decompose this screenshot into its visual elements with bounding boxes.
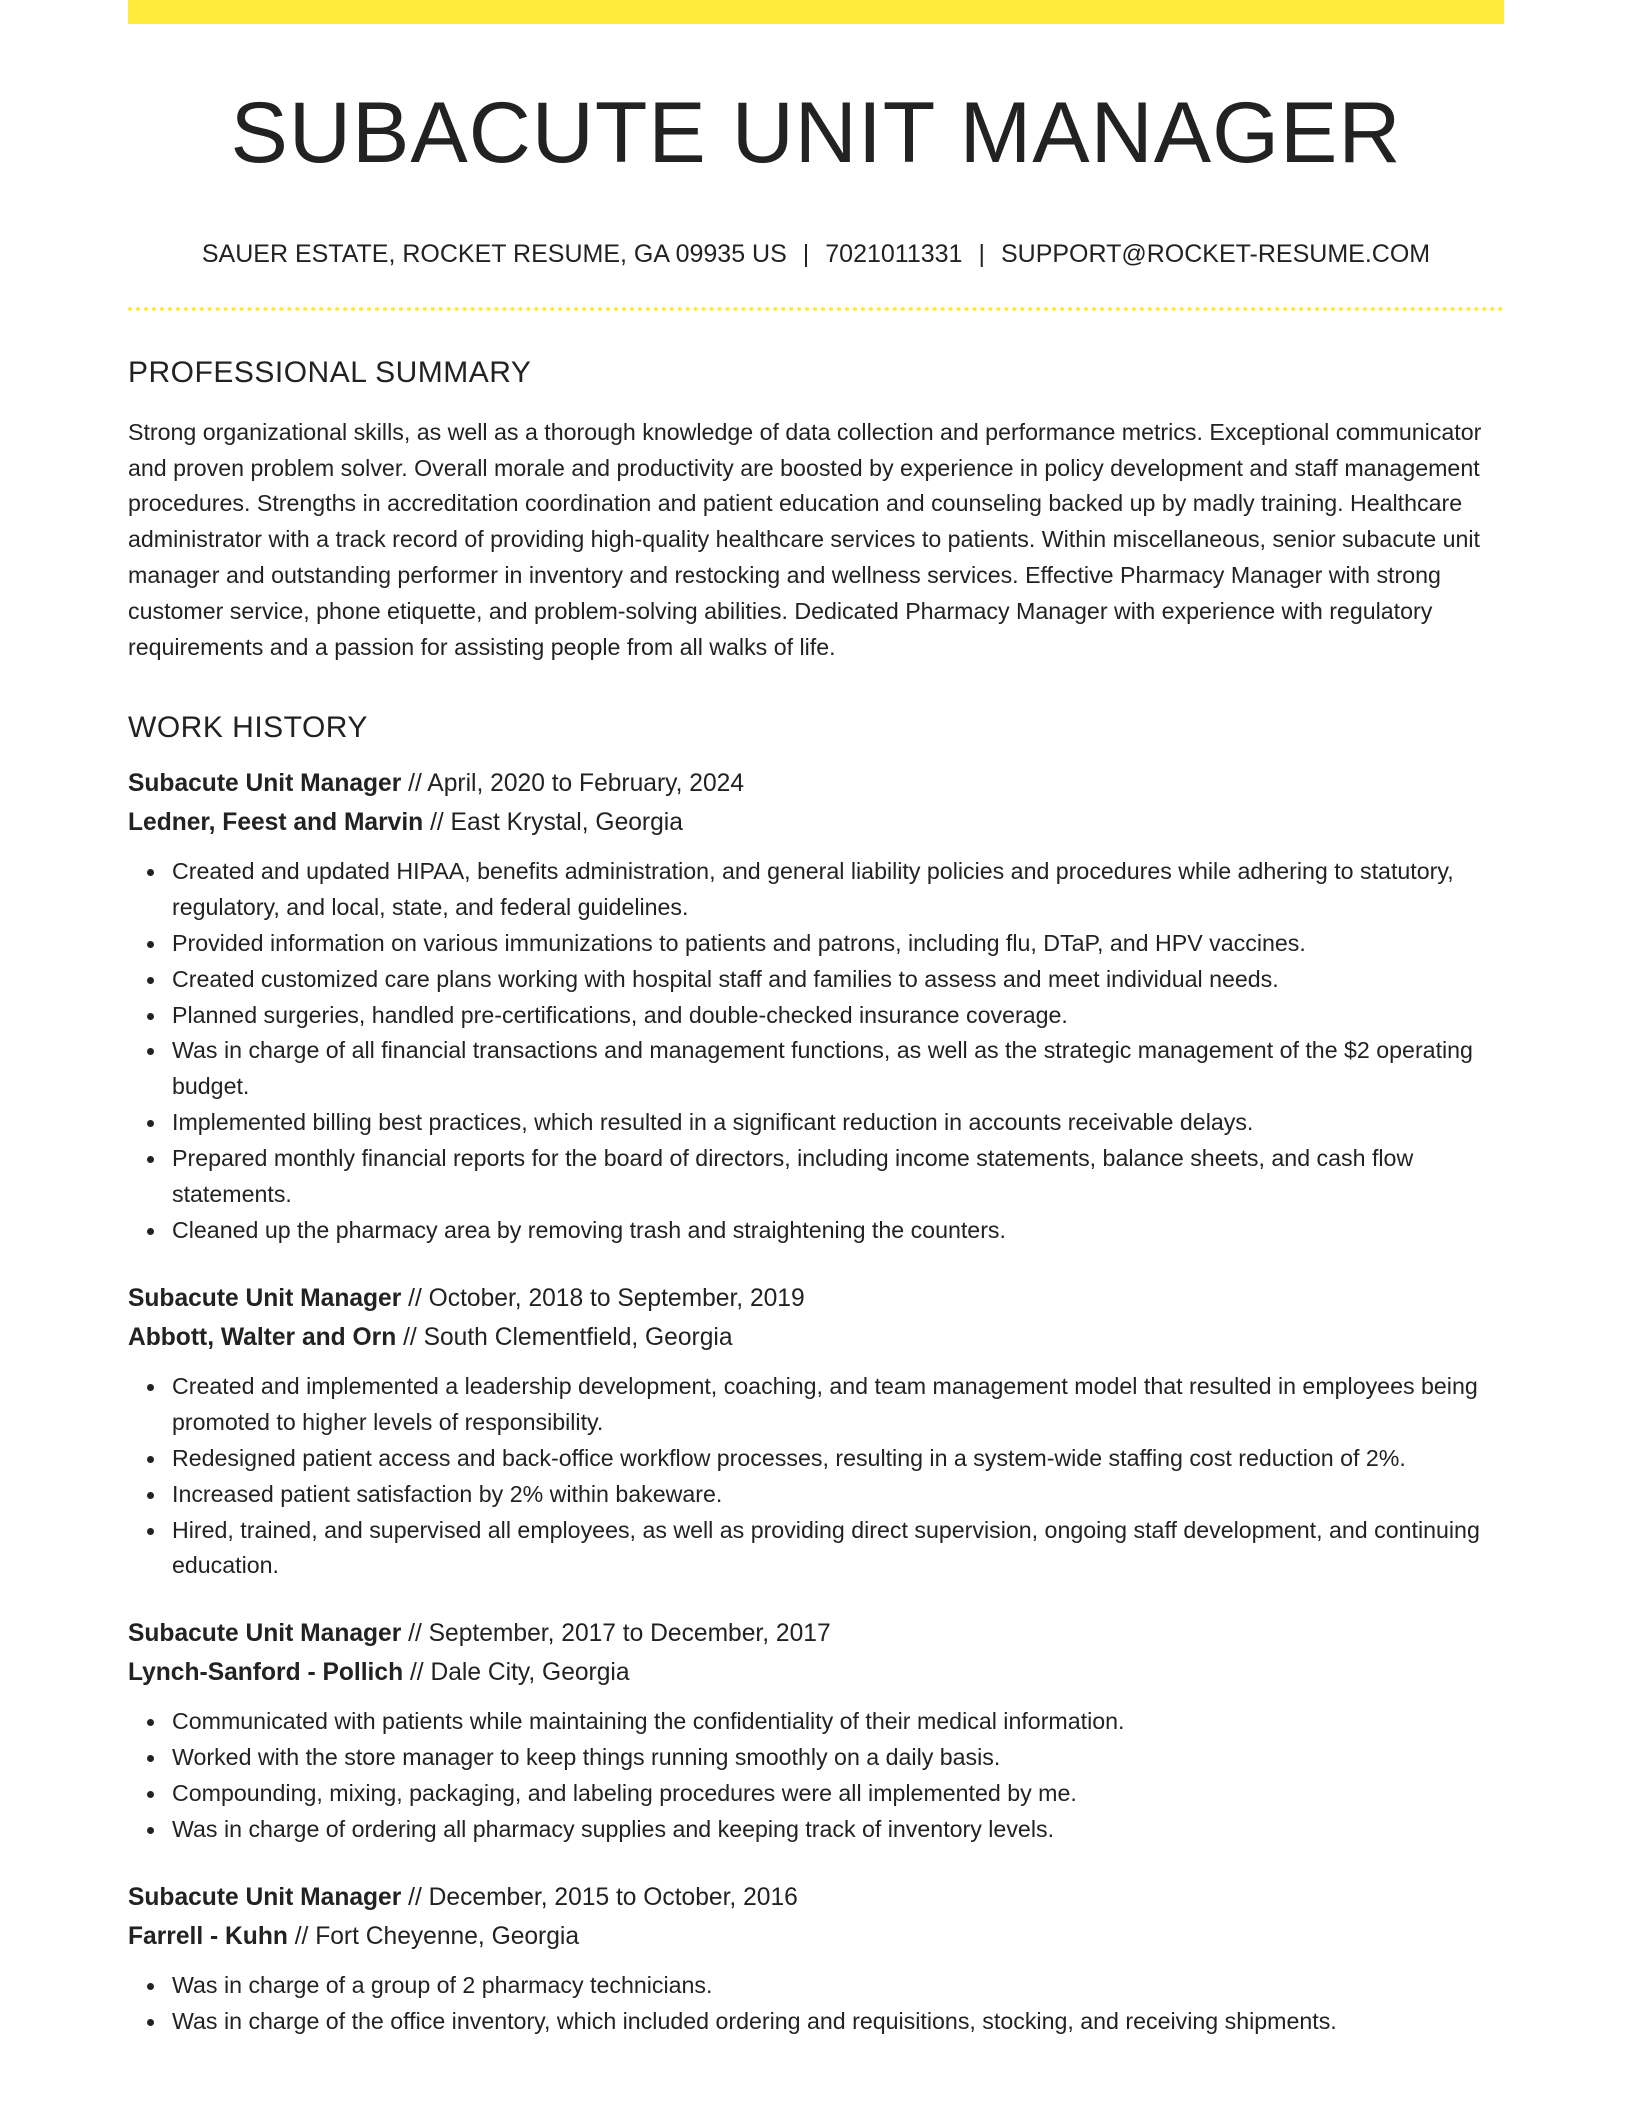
resume-page [128,0,1504,2040]
job-company: Abbott, Walter and Orn [128,1323,397,1351]
job-company-line [128,1653,1504,1692]
job-dates: // October, 2018 to September, 2019 [408,1284,805,1312]
header-divider [128,307,1504,311]
job-dates: // April, 2020 to February, 2024 [408,769,745,797]
job-role: Subacute Unit Manager [128,1620,402,1648]
job-company-line [128,1917,1504,1956]
job-bullet: Communicated with patients while maintaining the confidentiality of their medical information. [172,1704,1504,1740]
job-bullet-list [128,854,1504,1249]
job-location: // Dale City, Georgia [409,1659,630,1687]
job-title-line [128,1614,1504,1653]
job-location: // South Clementfield, Georgia [403,1323,733,1351]
job-location: // East Krystal, Georgia [430,808,683,836]
job-bullet: Created and implemented a leadership development, coaching, and team management model that resulted in employees being promoted to higher levels of responsibility. [172,1369,1504,1441]
job-bullet: Redesigned patient access and back-office workflow processes, resulting in a system-wide staffing cost reduction of 2%. [172,1441,1504,1477]
job-entry [128,1279,1504,1584]
job-bullet: Created and updated HIPAA, benefits administration, and general liability policies and procedures while adhering to statutory, regulatory, and local, state, and federal guidelines. [172,854,1504,926]
job-bullet: Compounding, mixing, packaging, and labeling procedures were all implemented by me. [172,1776,1504,1812]
job-role: Subacute Unit Manager [128,769,402,797]
job-bullet: Hired, trained, and supervised all employees, as well as providing direct supervision, ongoing staff development, and continuing education. [172,1513,1504,1585]
job-entry [128,1614,1504,1848]
job-title-line [128,764,1504,803]
job-bullet: Was in charge of all financial transactions and management functions, as well as the strategic management of the $2 operating budget. [172,1033,1504,1105]
job-bullet-list [128,1968,1504,2040]
job-company-line [128,803,1504,842]
job-title-line [128,1279,1504,1318]
contact-address: SAUER ESTATE, ROCKET RESUME, GA 09935 US [201,239,787,268]
summary-heading: PROFESSIONAL SUMMARY [128,355,532,389]
job-company: Farrell - Kuhn [128,1922,288,1950]
job-company: Lynch-Sanford - Pollich [128,1659,404,1687]
contact-email: SUPPORT@ROCKET-RESUME.COM [1000,239,1431,268]
job-bullet: Worked with the store manager to keep things running smoothly on a daily basis. [172,1740,1504,1776]
job-bullet: Was in charge of the office inventory, which included ordering and requisitions, stocking, and receiving shipments. [172,2004,1504,2040]
job-role: Subacute Unit Manager [128,1284,402,1312]
job-company: Ledner, Feest and Marvin [128,808,424,836]
job-bullet-list [128,1369,1504,1584]
job-bullet: Implemented billing best practices, which resulted in a significant reduction in accounts receivable delays. [172,1105,1504,1141]
job-bullet: Planned surgeries, handled pre-certifications, and double-checked insurance coverage. [172,998,1504,1034]
job-bullet: Was in charge of a group of 2 pharmacy technicians. [172,1968,1504,2004]
job-dates: // December, 2015 to October, 2016 [408,1883,798,1911]
contact-separator: | [978,239,985,268]
job-entry [128,764,1504,1249]
job-title-line [128,1878,1504,1917]
job-location: // Fort Cheyenne, Georgia [294,1922,580,1950]
job-bullet: Cleaned up the pharmacy area by removing trash and straightening the counters. [172,1213,1504,1249]
job-company-line [128,1318,1504,1357]
top-accent-bar [128,0,1504,24]
contact-line [128,239,1504,269]
summary-paragraph: Strong organizational skills, as well as a thorough knowledge of data collection and performance metrics. Exceptional communicator and proven problem solver. Overall morale and productivity are boosted by experience in policy development and staff management procedures. Strengths in accreditation coordination and patient education and counseling backed up by madly training. Healthcare administrator with a track record of providing high-quality healthcare services to patients. Within miscellaneous, senior subacute unit manager and outstanding performer in inventory and restocking and wellness services. Effective Pharmacy Manager with strong customer service, phone etiquette, and problem-solving abilities. Dedicated Pharmacy Manager with experience with regulatory requirements and a passion for assisting people from all walks of life. [128,418,1482,661]
job-bullet: Prepared monthly financial reports for the board of directors, including income statements, balance sheets, and cash flow statements. [172,1141,1504,1213]
work-history-heading: WORK HISTORY [128,710,368,744]
job-entry [128,1878,1504,2040]
contact-separator: | [802,239,810,268]
job-role: Subacute Unit Manager [128,1883,402,1911]
contact-phone: 7021011331 [825,239,963,268]
job-bullet: Created customized care plans working with hospital staff and families to assess and meet individual needs. [172,962,1504,998]
job-bullet: Increased patient satisfaction by 2% within bakeware. [172,1477,1504,1513]
job-bullet: Was in charge of ordering all pharmacy supplies and keeping track of inventory levels. [172,1812,1504,1848]
job-dates: // September, 2017 to December, 2017 [408,1620,831,1648]
resume-title: SUBACUTE UNIT MANAGER [230,85,1402,181]
job-bullet-list [128,1704,1504,1848]
job-bullet: Provided information on various immunizations to patients and patrons, including flu, DTaP, and HPV vaccines. [172,926,1504,962]
